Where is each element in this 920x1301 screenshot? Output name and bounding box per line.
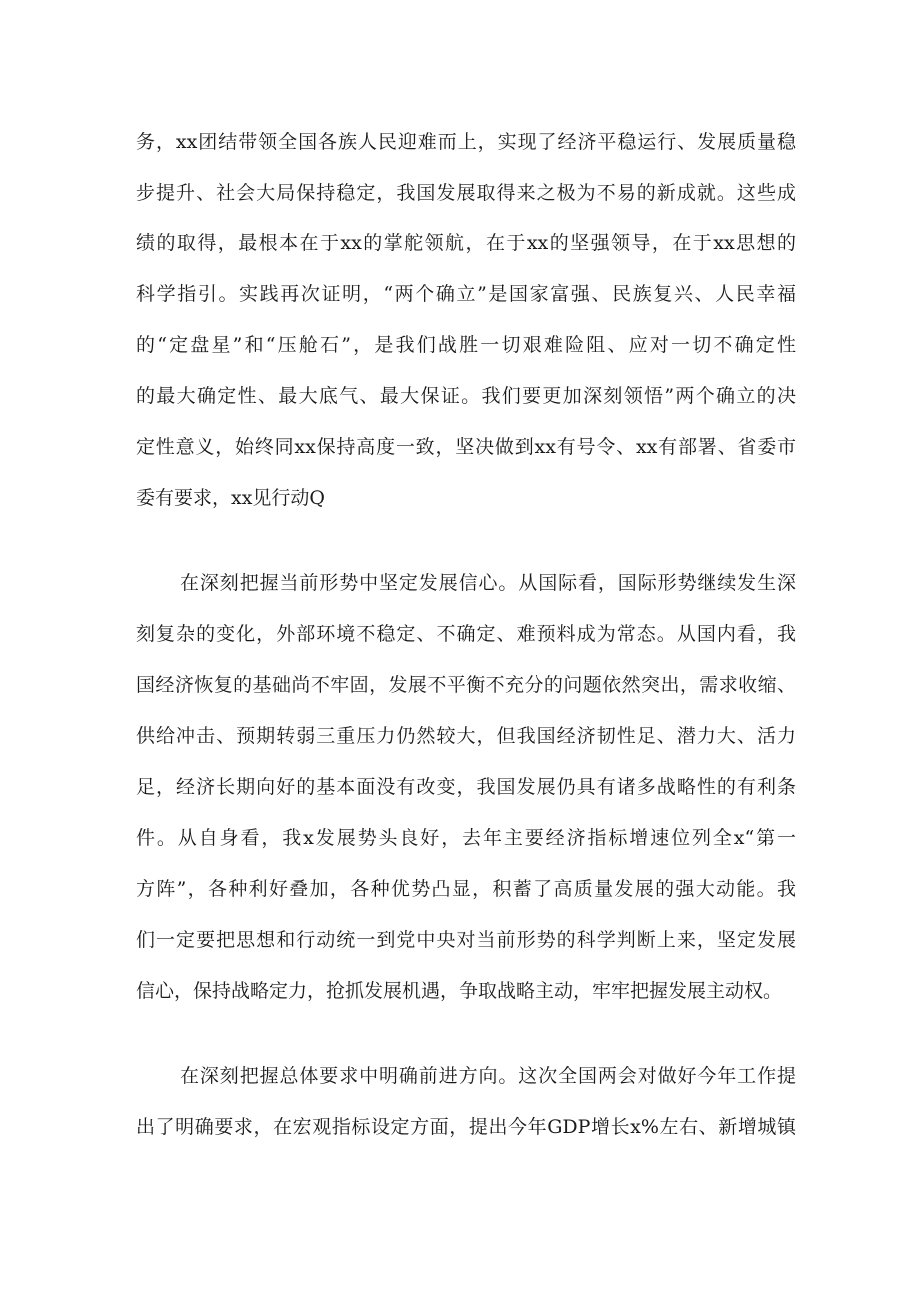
paragraph-2-line-5: 足，经济长期向好的基本面没有改变，我国发展仍具有诸多战略性的有利条 — [136, 776, 796, 798]
paragraph-2-line-3: 国经济恢复的基础尚不牢固，发展不平衡不充分的问题依然突出，需求收缩、 — [136, 674, 796, 696]
paragraph-2-line-7: 方阵”，各种利好叠加，各种优势凸显，积蓄了高质量发展的强大动能。我 — [136, 878, 796, 900]
paragraph-2-line-6: 件。从自身看，我x发展势头良好，去年主要经济指标增速位列全x“第一 — [136, 827, 796, 849]
paragraph-2-line-8: 们一定要把思想和行动统一到党中央对当前形势的科学判断上来，坚定发展 — [136, 929, 796, 951]
paragraph-2-line-4: 供给冲击、预期转弱三重压力仍然较大，但我国经济韧性足、潜力大、活力 — [136, 725, 796, 747]
paragraph-2-line-2: 刻复杂的变化，外部环境不稳定、不确定、难预料成为常态。从国内看，我 — [136, 623, 796, 645]
paragraph-1-line-1: 务，xx团结带领全国各族人民迎难而上，实现了经济平稳运行、发展质量稳 — [136, 131, 796, 153]
paragraph-3-line-1: 在深刻把握总体要求中明确前进方向。这次全国两会对做好今年工作提 — [180, 1065, 796, 1087]
paragraph-1-line-4: 科学指引。实践再次证明，“两个确立”是国家富强、民族复兴、人民幸福 — [136, 283, 796, 305]
paragraph-2-line-1: 在深刻把握当前形势中坚定发展信心。从国际看，国际形势继续发生深 — [180, 572, 796, 594]
paragraph-1-line-8: 委有要求，xx见行动Q — [136, 487, 326, 509]
paragraph-1-line-2: 步提升、社会大局保持稳定，我国发展取得来之极为不易的新成就。这些成 — [136, 182, 796, 204]
paragraph-1-line-6: 的最大确定性、最大底气、最大保证。我们要更加深刻领悟”两个确立的决 — [136, 385, 796, 407]
paragraph-1-line-3: 绩的取得，最根本在于xx的掌舵领航，在于xx的坚强领导，在于xx思想的 — [136, 232, 796, 254]
paragraph-1-line-5: 的“定盘星”和“压舱石”，是我们战胜一切艰难险阻、应对一切不确定性 — [136, 334, 796, 356]
paragraph-2-line-9: 信心，保持战略定力，抢抓发展机遇，争取战略主动，牢牢把握发展主动权。 — [136, 980, 783, 1002]
paragraph-1-line-7: 定性意义，始终同xx保持高度一致，坚决做到xx有号令、xx有部署、省委市 — [136, 436, 796, 458]
paragraph-3-line-2: 出了明确要求，在宏观指标设定方面，提出今年GDP增长x%左右、新增城镇 — [136, 1116, 796, 1138]
